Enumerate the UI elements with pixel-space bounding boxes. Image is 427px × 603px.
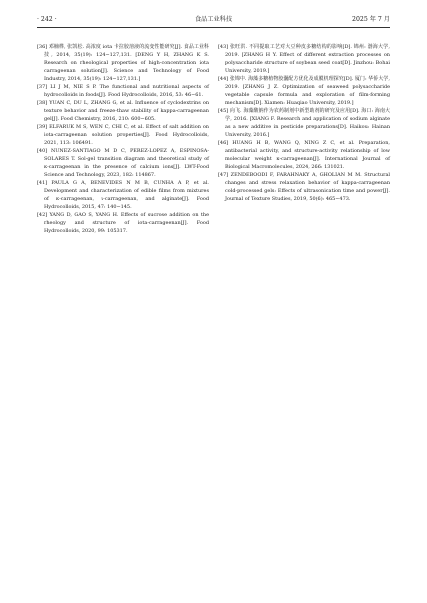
reference-37: [37] LI J M, NIE S P. The functional and nutritional aspects of hydrocolloids in foods[J]. Food Hydrocolloids, 2016, 53: 46−61. (37, 83, 209, 98)
running-header (37, 14, 390, 26)
reference-47: [47] ZENDEBOODI F, FARAHNAKY A, GHOLIAN M M. Structural changes and stress relaxation behavior of kappa-carrageenan cold-processed gels: Effects of ultrasonication time and power[J]. Journal of Texture Studies, 2019, 50(6): 465−473. (218, 172, 390, 202)
reference-42: [42] YANG D, GAO S, YANG H. Effects of sucrose addition on the rheology and structure of iota-carrageenan[J]. Food Hydrocolloids, 2020, 99: 105317. (37, 212, 209, 235)
reference-38: [38] YUAN C, DU L, ZHANG G, et al. Influence of cyclodextrins on texture behavior and freeze-thaw stability of kappa-carrageenan gel[J]. Food Chemistry, 2016, 210: 600−605. (37, 100, 209, 122)
reference-39: [39] ELFARUK M S, WEN C, CHI C, et al. Effect of salt addition on iota-carrageenan solution properties[J]. Food Hydrocolloids, 2021, 113: 106491. (37, 124, 209, 147)
reference-41: [41] PAULA G A, BENEVIDES N M B, CUNHA A P, et al. Development and characterization of edible films from mixtures of κ-carrageenan, ι-carrageenan, and alginate[J]. Food Hydrocolloids, 2015, 47: 140−145. (37, 180, 209, 211)
reference-44: [44] 张锦中. 海藻多糖植物胶囊配方优化及成膜机理探究[D]. 厦门: 华侨大学, 2019. [ZHANG J Z. Optimization of seaweed polysaccharide vegetable capsule formula and exploration of film-forming mechanism[D]. Xiamen: Huaqiao University, 2019.] (218, 76, 390, 106)
reference-45: [45] 向飞. 海藻酸钠作为农药制剂中新型助剂的研究及应用[D]. 海口: 海南大学, 2016. [XIANG F. Research and application of sodium alginate as a new additive in pesticide preparations[D]. Haikou: Hainan University, 2016.] (218, 108, 390, 138)
reference-46: [46] HUANG H B, WANG Q, NING Z C, et al. Preparation, antibacterial activity, and structure-activity relationship of low molecular weight κ-carrageenan[J]. International Journal of Biological Macromolecules, 2024, 266: 131021. (218, 140, 390, 170)
header-rule (37, 27, 390, 28)
reference-36: [36] 邓楠桦, 张凯松. 高浓度 iota 卡拉胶溶液的流变性能研究[J]. 食品工业科技, 2014, 35(19): 124−127,131. [DENG Y H, ZHANG K S. Research on rheological properties of high-concentration iota carrageenan solution[J]. Science and Technology of Food Industry, 2014, 35(19): 124−127,131.] (37, 44, 209, 82)
issue-date: 2025 年 7 月 (352, 16, 390, 23)
journal-name: 食品工业科技 (194, 16, 233, 23)
page-number: · 242 · (37, 16, 57, 23)
references-right-column (218, 44, 390, 204)
reference-43: [43] 张旺洪. 不同提取工艺对大豆种皮多糖结构的影响[D]. 锦州: 渤海大学, 2019. [ZHANG H Y. Effect of different extraction processes on polysaccharide structure of soybean seed coat[D]. Jinzhou: Bohai University, 2019.] (218, 44, 390, 74)
reference-40: [40] NUNEZ-SANTIAGO M D C, PEREZ-LOPEZ A, ESPINOSA-SOLARES T. Sol-gel transition diagram and theoretical study of κ-carrageenan in the presence of calcium ions[J]. LWT-Food Science and Technology, 2023, 182: 114867. (37, 148, 209, 179)
references-left-column (37, 44, 209, 236)
